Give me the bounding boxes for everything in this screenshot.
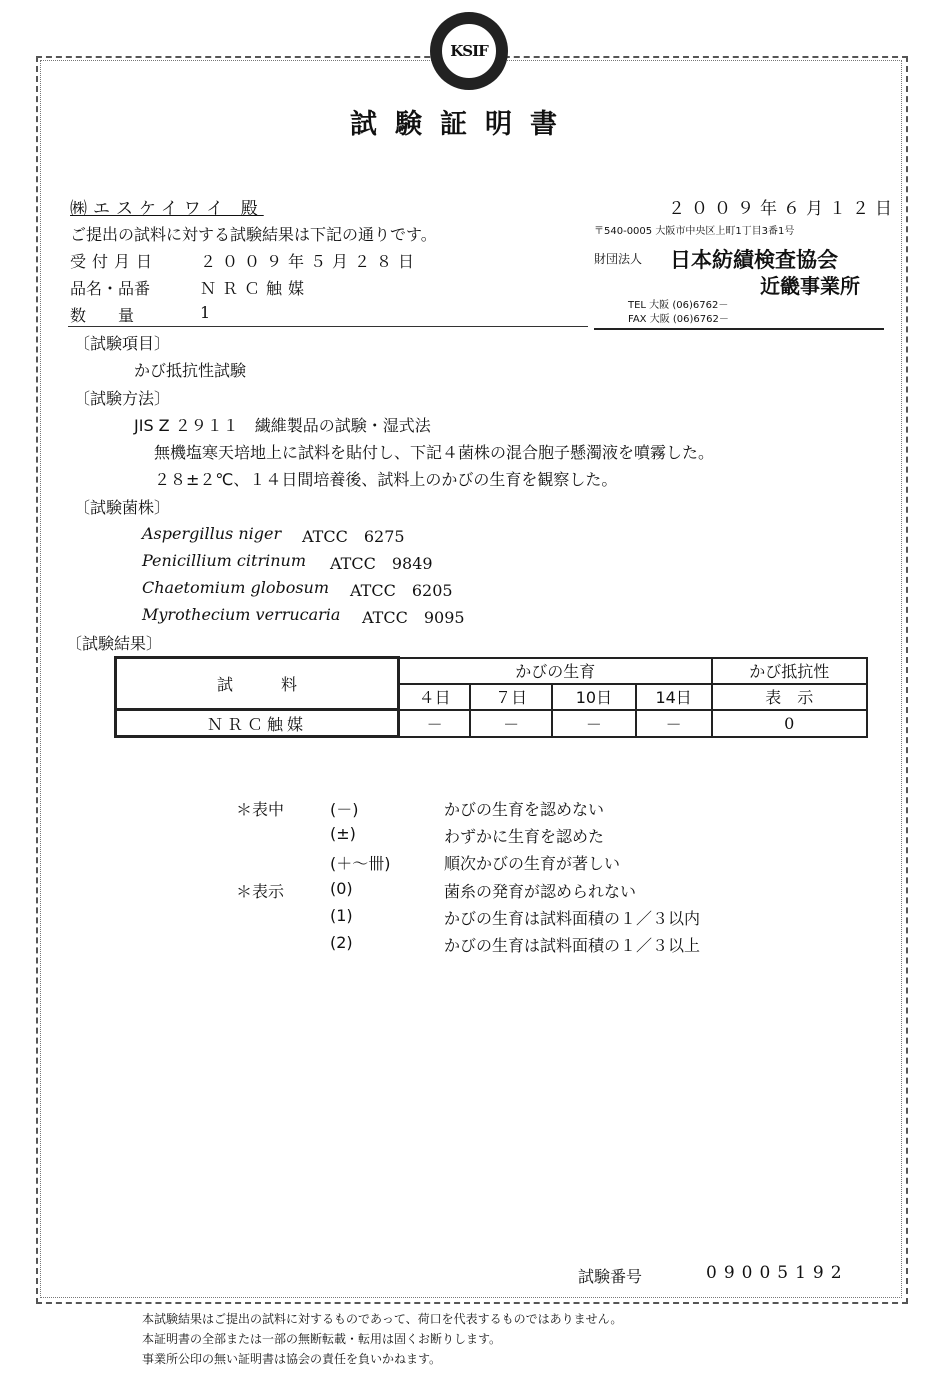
issuer-org-type: 財団法人 bbox=[594, 252, 643, 266]
issuer-fax: FAX 大阪 (06)6762－ bbox=[628, 314, 729, 325]
received-label: 受付月日 bbox=[70, 252, 159, 271]
test-number-value: 09005192 bbox=[706, 1263, 849, 1283]
legend-mark: (0) bbox=[330, 879, 353, 898]
strain-atcc: ATCC 6205 bbox=[350, 581, 453, 600]
issuer-org-name: 日本紡績検査協会 bbox=[670, 248, 838, 272]
growth-value: － bbox=[399, 710, 471, 737]
method-standard: JIS Z ２９１１ 繊維製品の試験・湿式法 bbox=[134, 416, 431, 435]
strain-name: Aspergillus niger bbox=[142, 524, 282, 543]
issue-date: ２００９年６月１２日 bbox=[668, 199, 898, 219]
col-header-display: 表 示 bbox=[712, 684, 868, 710]
legend-mark: (＋～卌) bbox=[330, 854, 391, 873]
test-item: かび抵抗性試験 bbox=[134, 361, 247, 380]
logo-text: KSIF bbox=[439, 21, 499, 81]
received-date: ２００９年５月２８日 bbox=[200, 252, 421, 271]
strains-heading: 〔試験菌株〕 bbox=[74, 498, 171, 517]
col-header-sample: 試 料 bbox=[116, 658, 399, 710]
footer-note: 事業所公印の無い証明書は協会の責任を負いかねます。 bbox=[142, 1352, 442, 1366]
day-header: ４日 bbox=[399, 684, 471, 710]
issuer-tel: TEL 大阪 (06)6762－ bbox=[628, 300, 729, 311]
quantity-value: 1 bbox=[200, 303, 211, 322]
growth-value: － bbox=[470, 710, 552, 737]
product-label: 品名・品番 bbox=[70, 279, 151, 298]
strain-name: Myrothecium verrucaria bbox=[142, 605, 341, 624]
legend-text: かびの生育は試料面積の１／３以上 bbox=[444, 936, 701, 955]
header-rule bbox=[68, 326, 588, 327]
col-header-resistance: かび抵抗性 bbox=[712, 658, 868, 684]
intro-text: ご提出の試料に対する試験結果は下記の通りです。 bbox=[70, 225, 437, 244]
strain-name: Penicillium citrinum bbox=[142, 551, 306, 570]
legend-text: わずかに生育を認めた bbox=[444, 827, 605, 846]
table-row bbox=[116, 710, 868, 737]
footer-note: 本証明書の全部または一部の無断転載・転用は固くお断りします。 bbox=[142, 1332, 502, 1346]
issuer-rule bbox=[594, 328, 884, 330]
strain-atcc: ATCC 9849 bbox=[330, 554, 433, 573]
footer-note: 本試験結果はご提出の試料に対するものであって、荷口を代表するものではありません。 bbox=[142, 1312, 623, 1326]
row-sample: ＮＲＣ触媒 bbox=[116, 710, 399, 737]
strain-atcc: ATCC 9095 bbox=[362, 608, 465, 627]
growth-value: － bbox=[636, 710, 712, 737]
legend-mark: (－) bbox=[330, 800, 359, 819]
test-number-label: 試験番号 bbox=[578, 1267, 643, 1286]
method-heading: 〔試験方法〕 bbox=[74, 389, 171, 408]
association-logo-icon bbox=[430, 12, 508, 90]
day-header: ７日 bbox=[470, 684, 552, 710]
day-header: 10日 bbox=[552, 684, 636, 710]
quantity-label: 数 量 bbox=[70, 306, 135, 325]
legend-mark: (1) bbox=[330, 906, 353, 925]
legend-text: かびの生育を認めない bbox=[444, 800, 605, 819]
display-value: 0 bbox=[712, 710, 868, 737]
legend-label-display: ＊表示 bbox=[236, 882, 285, 901]
growth-value: － bbox=[552, 710, 636, 737]
issuer-address: 〒540-0005 大阪市中央区上町1丁目3番1号 bbox=[594, 226, 795, 237]
legend-text: 順次かびの生育が著しい bbox=[444, 854, 621, 873]
results-heading: 〔試験結果〕 bbox=[66, 634, 163, 653]
addressee: ㈱エスケイワイ 殿 bbox=[70, 199, 264, 219]
strain-name: Chaetomium globosum bbox=[142, 578, 330, 597]
strain-atcc: ATCC 6275 bbox=[302, 527, 405, 546]
day-header: 14日 bbox=[636, 684, 712, 710]
legend-mark: (±) bbox=[330, 824, 356, 843]
legend-text: かびの生育は試料面積の１／３以内 bbox=[444, 909, 701, 928]
test-item-heading: 〔試験項目〕 bbox=[74, 334, 171, 353]
method-line-1: 無機塩寒天培地上に試料を貼付し、下記４菌株の混合胞子懸濁液を噴霧した。 bbox=[154, 443, 715, 462]
legend-text: 菌糸の発育が認められない bbox=[444, 882, 637, 901]
results-table bbox=[114, 656, 868, 738]
issuer-branch: 近畿事業所 bbox=[760, 274, 860, 298]
method-line-2: ２８±２℃、１４日間培養後、試料上のかびの生育を観察した。 bbox=[154, 470, 618, 489]
legend-mark: (2) bbox=[330, 933, 353, 952]
legend-label-table: ＊表中 bbox=[236, 800, 285, 819]
col-header-growth: かびの生育 bbox=[399, 658, 712, 684]
product-name: ＮＲＣ触媒 bbox=[200, 279, 311, 298]
document-title: 試験証明書 bbox=[350, 109, 575, 140]
